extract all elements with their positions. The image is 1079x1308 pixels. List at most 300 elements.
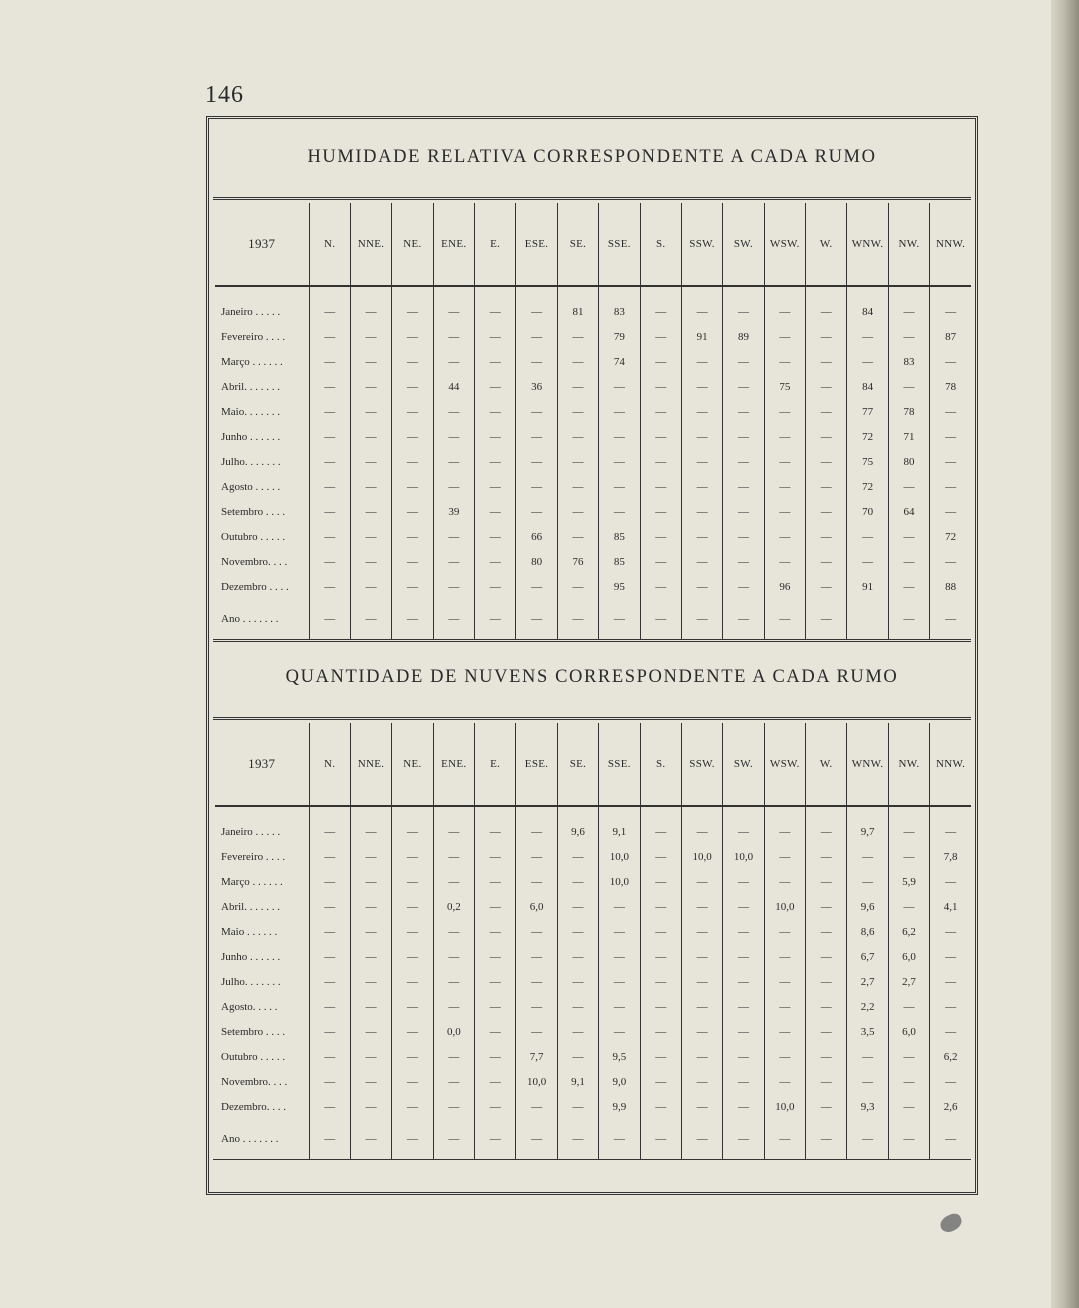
- table-cell: —: [681, 299, 722, 324]
- table-cell: —: [764, 1069, 805, 1094]
- table-cell: —: [764, 969, 805, 994]
- table-cell: —: [847, 869, 888, 894]
- table-cell: —: [516, 324, 557, 349]
- table-cell: —: [599, 969, 640, 994]
- column-header: SSW.: [681, 203, 722, 286]
- page-number: 146: [205, 82, 244, 108]
- table-cell: —: [350, 449, 391, 474]
- table-cell: [847, 599, 888, 639]
- table-cell: —: [640, 574, 681, 599]
- table-cell: —: [516, 599, 557, 639]
- humidity-table: [215, 203, 971, 639]
- table-cell: 9,7: [847, 819, 888, 844]
- table-cell: —: [888, 324, 929, 349]
- table-cell: —: [557, 424, 598, 449]
- table-cell: —: [723, 549, 764, 574]
- table-cell: —: [392, 324, 433, 349]
- table-cell: —: [764, 994, 805, 1019]
- table-cell: —: [475, 919, 516, 944]
- table-cell: —: [640, 349, 681, 374]
- table-cell: —: [516, 574, 557, 599]
- table-cell: —: [764, 844, 805, 869]
- table-cell: —: [930, 349, 971, 374]
- column-header: SW.: [723, 203, 764, 286]
- table-cell: —: [350, 474, 391, 499]
- column-header: NW.: [888, 723, 929, 806]
- table-cell: —: [309, 474, 350, 499]
- table-cell: —: [930, 919, 971, 944]
- year-header: 1937: [215, 203, 309, 286]
- month-label: Agosto . . . . .: [221, 480, 281, 493]
- table-cell: —: [475, 499, 516, 524]
- table-cell: —: [681, 944, 722, 969]
- column-header: ENE.: [433, 203, 474, 286]
- column-header: SSE.: [599, 203, 640, 286]
- table-cell: —: [433, 1119, 474, 1159]
- table-cell: —: [847, 1069, 888, 1094]
- column-header: NE.: [392, 203, 433, 286]
- table-cell: —: [433, 819, 474, 844]
- table-cell: —: [681, 869, 722, 894]
- table-cell: 7,7: [516, 1044, 557, 1069]
- table-cell: —: [764, 449, 805, 474]
- month-label: Julho. . . . . . .: [221, 455, 281, 468]
- table-cell: —: [433, 1069, 474, 1094]
- table-cell: 6,7: [847, 944, 888, 969]
- column-header: SE.: [557, 723, 598, 806]
- table-cell: —: [516, 1119, 557, 1159]
- table-cell: —: [930, 449, 971, 474]
- table-cell: —: [309, 919, 350, 944]
- column-header: W.: [806, 723, 847, 806]
- table-cell: —: [309, 324, 350, 349]
- table-cell: 39: [433, 499, 474, 524]
- table-cell: —: [806, 549, 847, 574]
- table-cell: —: [930, 549, 971, 574]
- table-cell: 10,0: [764, 1094, 805, 1119]
- table-cell: —: [888, 474, 929, 499]
- table-cell: —: [516, 499, 557, 524]
- month-label: Ano . . . . . . .: [221, 1133, 279, 1145]
- table-cell: —: [433, 399, 474, 424]
- table-row: [215, 499, 971, 524]
- table-cell: 74: [599, 349, 640, 374]
- table-cell: —: [392, 424, 433, 449]
- column-header: S.: [640, 203, 681, 286]
- table-cell: —: [681, 549, 722, 574]
- table-row: [215, 1094, 971, 1119]
- table-cell: —: [599, 599, 640, 639]
- table-cell: —: [475, 399, 516, 424]
- table-cell: —: [557, 1119, 598, 1159]
- table-cell: —: [888, 1044, 929, 1069]
- table-cell: —: [392, 994, 433, 1019]
- table-cell: —: [516, 819, 557, 844]
- table-cell: —: [350, 299, 391, 324]
- table-cell: —: [475, 299, 516, 324]
- table-cell: —: [723, 1069, 764, 1094]
- table-row: [215, 424, 971, 449]
- table-cell: —: [681, 424, 722, 449]
- table-cell: —: [806, 449, 847, 474]
- table-cell: —: [847, 324, 888, 349]
- table-cell: —: [599, 1019, 640, 1044]
- table-cell: 72: [847, 474, 888, 499]
- table-cell: —: [516, 944, 557, 969]
- month-label: Agosto. . . . .: [221, 1000, 278, 1013]
- table-cell: —: [681, 474, 722, 499]
- table-cell: —: [681, 1094, 722, 1119]
- table-cell: —: [723, 869, 764, 894]
- table-cell: —: [723, 399, 764, 424]
- table-cell: —: [888, 374, 929, 399]
- table-cell: —: [723, 499, 764, 524]
- table-cell: —: [309, 449, 350, 474]
- table-cell: —: [640, 399, 681, 424]
- table-row: [215, 549, 971, 574]
- table-cell: 10,0: [723, 844, 764, 869]
- table-cell: —: [475, 424, 516, 449]
- table-cell: —: [309, 994, 350, 1019]
- table-cell: —: [888, 524, 929, 549]
- table-cell: —: [309, 349, 350, 374]
- table-cell: 80: [888, 449, 929, 474]
- table-cell: —: [516, 969, 557, 994]
- table-cell: —: [599, 424, 640, 449]
- table-cell: —: [392, 599, 433, 639]
- table-cell: 9,6: [847, 894, 888, 919]
- table-cell: —: [557, 869, 598, 894]
- table-cell: —: [433, 599, 474, 639]
- table-cell: 91: [847, 574, 888, 599]
- month-label: Outubro . . . . .: [221, 1050, 286, 1063]
- column-header: ESE.: [516, 203, 557, 286]
- table-cell: 87: [930, 324, 971, 349]
- table-cell: —: [433, 474, 474, 499]
- table-cell: —: [640, 894, 681, 919]
- table-cell: 6,0: [516, 894, 557, 919]
- table-cell: —: [599, 399, 640, 424]
- clouds-title: QUANTIDADE DE NUVENS CORRESPONDENTE A CADA RUMO: [285, 667, 899, 687]
- table-cell: —: [475, 994, 516, 1019]
- table-cell: —: [475, 324, 516, 349]
- table-cell: —: [557, 1019, 598, 1044]
- column-header: SE.: [557, 203, 598, 286]
- table-cell: —: [350, 869, 391, 894]
- table-cell: —: [557, 1094, 598, 1119]
- table-row: [215, 1019, 971, 1044]
- table-cell: —: [433, 324, 474, 349]
- table-cell: —: [806, 524, 847, 549]
- table-row: [215, 844, 971, 869]
- table-cell: —: [557, 599, 598, 639]
- table-cell: 91: [681, 324, 722, 349]
- table-cell: —: [930, 869, 971, 894]
- table-cell: —: [764, 819, 805, 844]
- table-cell: —: [888, 894, 929, 919]
- table-cell: —: [309, 1119, 350, 1159]
- table-cell: —: [723, 449, 764, 474]
- table-cell: —: [888, 574, 929, 599]
- table-cell: —: [392, 869, 433, 894]
- table-cell: —: [723, 574, 764, 599]
- table-cell: —: [764, 299, 805, 324]
- table-cell: —: [309, 574, 350, 599]
- table-cell: —: [433, 994, 474, 1019]
- table-cell: —: [392, 449, 433, 474]
- table-cell: —: [392, 1094, 433, 1119]
- table-cell: —: [640, 969, 681, 994]
- table-cell: —: [599, 944, 640, 969]
- table-cell: —: [392, 944, 433, 969]
- table-cell: —: [888, 549, 929, 574]
- table-cell: —: [309, 374, 350, 399]
- table-cell: —: [557, 574, 598, 599]
- table-cell: —: [392, 374, 433, 399]
- month-label: Julho. . . . . . .: [221, 975, 281, 988]
- table-cell: —: [930, 499, 971, 524]
- month-label: Novembro. . . .: [221, 1075, 288, 1088]
- table-cell: —: [806, 374, 847, 399]
- table-row: [215, 349, 971, 374]
- table-cell: —: [350, 994, 391, 1019]
- table-cell: —: [764, 324, 805, 349]
- table-cell: 6,0: [888, 944, 929, 969]
- table-cell: —: [433, 944, 474, 969]
- month-label: Junho . . . . . .: [221, 950, 281, 963]
- table-cell: —: [433, 1044, 474, 1069]
- table-cell: —: [764, 1044, 805, 1069]
- table-cell: —: [723, 969, 764, 994]
- table-cell: —: [350, 549, 391, 574]
- table-cell: —: [309, 894, 350, 919]
- column-header: N.: [309, 723, 350, 806]
- table-row: [215, 449, 971, 474]
- table-cell: —: [764, 474, 805, 499]
- month-label: Fevereiro . . . .: [221, 330, 286, 343]
- table-row: [215, 574, 971, 599]
- table-cell: 64: [888, 499, 929, 524]
- table-cell: 6,2: [888, 919, 929, 944]
- table-cell: —: [723, 994, 764, 1019]
- table-cell: —: [392, 549, 433, 574]
- table-cell: —: [433, 919, 474, 944]
- table-cell: —: [888, 299, 929, 324]
- table-cell: 95: [599, 574, 640, 599]
- table-cell: —: [806, 1069, 847, 1094]
- table-cell: —: [557, 449, 598, 474]
- humidity-title-rule: [213, 197, 971, 200]
- month-label: Dezembro . . . .: [221, 580, 289, 593]
- table-cell: —: [475, 574, 516, 599]
- table-cell: —: [930, 819, 971, 844]
- table-cell: —: [888, 599, 929, 639]
- table-cell: —: [557, 1044, 598, 1069]
- column-header: ENE.: [433, 723, 474, 806]
- table-cell: —: [516, 449, 557, 474]
- table-cell: 7,8: [930, 844, 971, 869]
- table-cell: —: [640, 324, 681, 349]
- table-cell: 0,0: [433, 1019, 474, 1044]
- table-cell: —: [475, 1119, 516, 1159]
- table-cell: —: [806, 944, 847, 969]
- table-cell: —: [350, 574, 391, 599]
- month-label: Maio. . . . . . .: [221, 405, 280, 418]
- table-cell: —: [640, 1119, 681, 1159]
- table-cell: —: [392, 474, 433, 499]
- column-header: WNW.: [847, 203, 888, 286]
- table-cell: —: [681, 349, 722, 374]
- table-cell: 78: [930, 374, 971, 399]
- annual-row: [215, 599, 971, 639]
- year-header: 1937: [215, 723, 309, 806]
- table-cell: —: [764, 424, 805, 449]
- table-cell: 83: [888, 349, 929, 374]
- table-cell: —: [433, 524, 474, 549]
- table-row: [215, 524, 971, 549]
- table-cell: —: [764, 524, 805, 549]
- table-cell: 84: [847, 299, 888, 324]
- table-cell: —: [723, 1119, 764, 1159]
- month-label: Outubro . . . . .: [221, 530, 286, 543]
- table-cell: —: [681, 819, 722, 844]
- table-cell: —: [475, 599, 516, 639]
- table-cell: 0,2: [433, 894, 474, 919]
- table-cell: —: [309, 299, 350, 324]
- table-cell: —: [557, 374, 598, 399]
- table-cell: —: [309, 1044, 350, 1069]
- table-cell: —: [557, 324, 598, 349]
- table-cell: 10,0: [599, 844, 640, 869]
- table-cell: —: [847, 349, 888, 374]
- table-cell: —: [640, 819, 681, 844]
- table-cell: —: [599, 994, 640, 1019]
- table-cell: —: [640, 1044, 681, 1069]
- table-cell: 3,5: [847, 1019, 888, 1044]
- column-header: S.: [640, 723, 681, 806]
- table-cell: —: [557, 474, 598, 499]
- table-cell: —: [475, 844, 516, 869]
- table-cell: —: [516, 1019, 557, 1044]
- table-cell: —: [640, 844, 681, 869]
- tables-frame: [206, 116, 978, 1195]
- month-label: Setembro . . . .: [221, 505, 286, 518]
- table-cell: 9,1: [599, 819, 640, 844]
- table-cell: 10,0: [681, 844, 722, 869]
- table-cell: —: [309, 524, 350, 549]
- table-cell: —: [764, 1019, 805, 1044]
- table-cell: —: [599, 919, 640, 944]
- column-header: NE.: [392, 723, 433, 806]
- table-cell: —: [723, 374, 764, 399]
- table-cell: —: [806, 844, 847, 869]
- table-cell: —: [806, 599, 847, 639]
- table-cell: 76: [557, 549, 598, 574]
- clouds-title-rule: [213, 717, 971, 720]
- column-header: ESE.: [516, 723, 557, 806]
- table-row: [215, 944, 971, 969]
- month-label: Janeiro . . . . .: [221, 305, 281, 318]
- table-cell: —: [309, 844, 350, 869]
- table-cell: 85: [599, 549, 640, 574]
- table-cell: —: [475, 1044, 516, 1069]
- table-cell: —: [475, 869, 516, 894]
- table-row: [215, 1044, 971, 1069]
- table-cell: —: [392, 399, 433, 424]
- table-cell: —: [764, 869, 805, 894]
- table-cell: 2,2: [847, 994, 888, 1019]
- table-cell: 9,6: [557, 819, 598, 844]
- table-cell: 10,0: [764, 894, 805, 919]
- column-header: NNE.: [350, 203, 391, 286]
- table-cell: —: [392, 349, 433, 374]
- table-cell: —: [475, 1094, 516, 1119]
- table-cell: —: [309, 1069, 350, 1094]
- table-cell: —: [557, 499, 598, 524]
- table-cell: —: [392, 969, 433, 994]
- month-label: Abril. . . . . . .: [221, 900, 280, 913]
- table-row: [215, 969, 971, 994]
- table-cell: —: [516, 299, 557, 324]
- month-label: Fevereiro . . . .: [221, 850, 286, 863]
- column-header: WSW.: [764, 723, 805, 806]
- table-cell: —: [309, 1094, 350, 1119]
- table-cell: —: [557, 349, 598, 374]
- table-cell: —: [557, 894, 598, 919]
- table-cell: —: [806, 969, 847, 994]
- table-cell: —: [350, 844, 391, 869]
- table-cell: —: [309, 424, 350, 449]
- clouds-table: [215, 723, 971, 1159]
- table-cell: —: [350, 349, 391, 374]
- table-cell: —: [681, 894, 722, 919]
- column-header: E.: [475, 723, 516, 806]
- table-cell: —: [392, 574, 433, 599]
- column-header: WNW.: [847, 723, 888, 806]
- table-cell: —: [475, 449, 516, 474]
- table-cell: —: [309, 399, 350, 424]
- table-cell: —: [309, 869, 350, 894]
- table-row: [215, 1069, 971, 1094]
- table-cell: —: [764, 944, 805, 969]
- table-cell: —: [930, 1069, 971, 1094]
- table-cell: —: [516, 399, 557, 424]
- table-cell: —: [392, 1044, 433, 1069]
- table-cell: —: [392, 819, 433, 844]
- table-cell: —: [930, 969, 971, 994]
- table-cell: —: [392, 299, 433, 324]
- column-header: E.: [475, 203, 516, 286]
- ink-smudge: [938, 1211, 965, 1235]
- table-cell: —: [516, 424, 557, 449]
- annual-row: [215, 1119, 971, 1159]
- table-cell: —: [764, 399, 805, 424]
- table-cell: —: [764, 1119, 805, 1159]
- table-cell: 77: [847, 399, 888, 424]
- table-cell: —: [847, 524, 888, 549]
- table-cell: —: [557, 524, 598, 549]
- table-cell: —: [847, 1044, 888, 1069]
- table-cell: 72: [847, 424, 888, 449]
- table-cell: —: [723, 299, 764, 324]
- table-cell: —: [681, 449, 722, 474]
- table-cell: —: [599, 1119, 640, 1159]
- table-cell: —: [681, 1069, 722, 1094]
- table-cell: —: [723, 894, 764, 919]
- table-cell: 9,3: [847, 1094, 888, 1119]
- table-cell: —: [433, 549, 474, 574]
- table-cell: —: [309, 499, 350, 524]
